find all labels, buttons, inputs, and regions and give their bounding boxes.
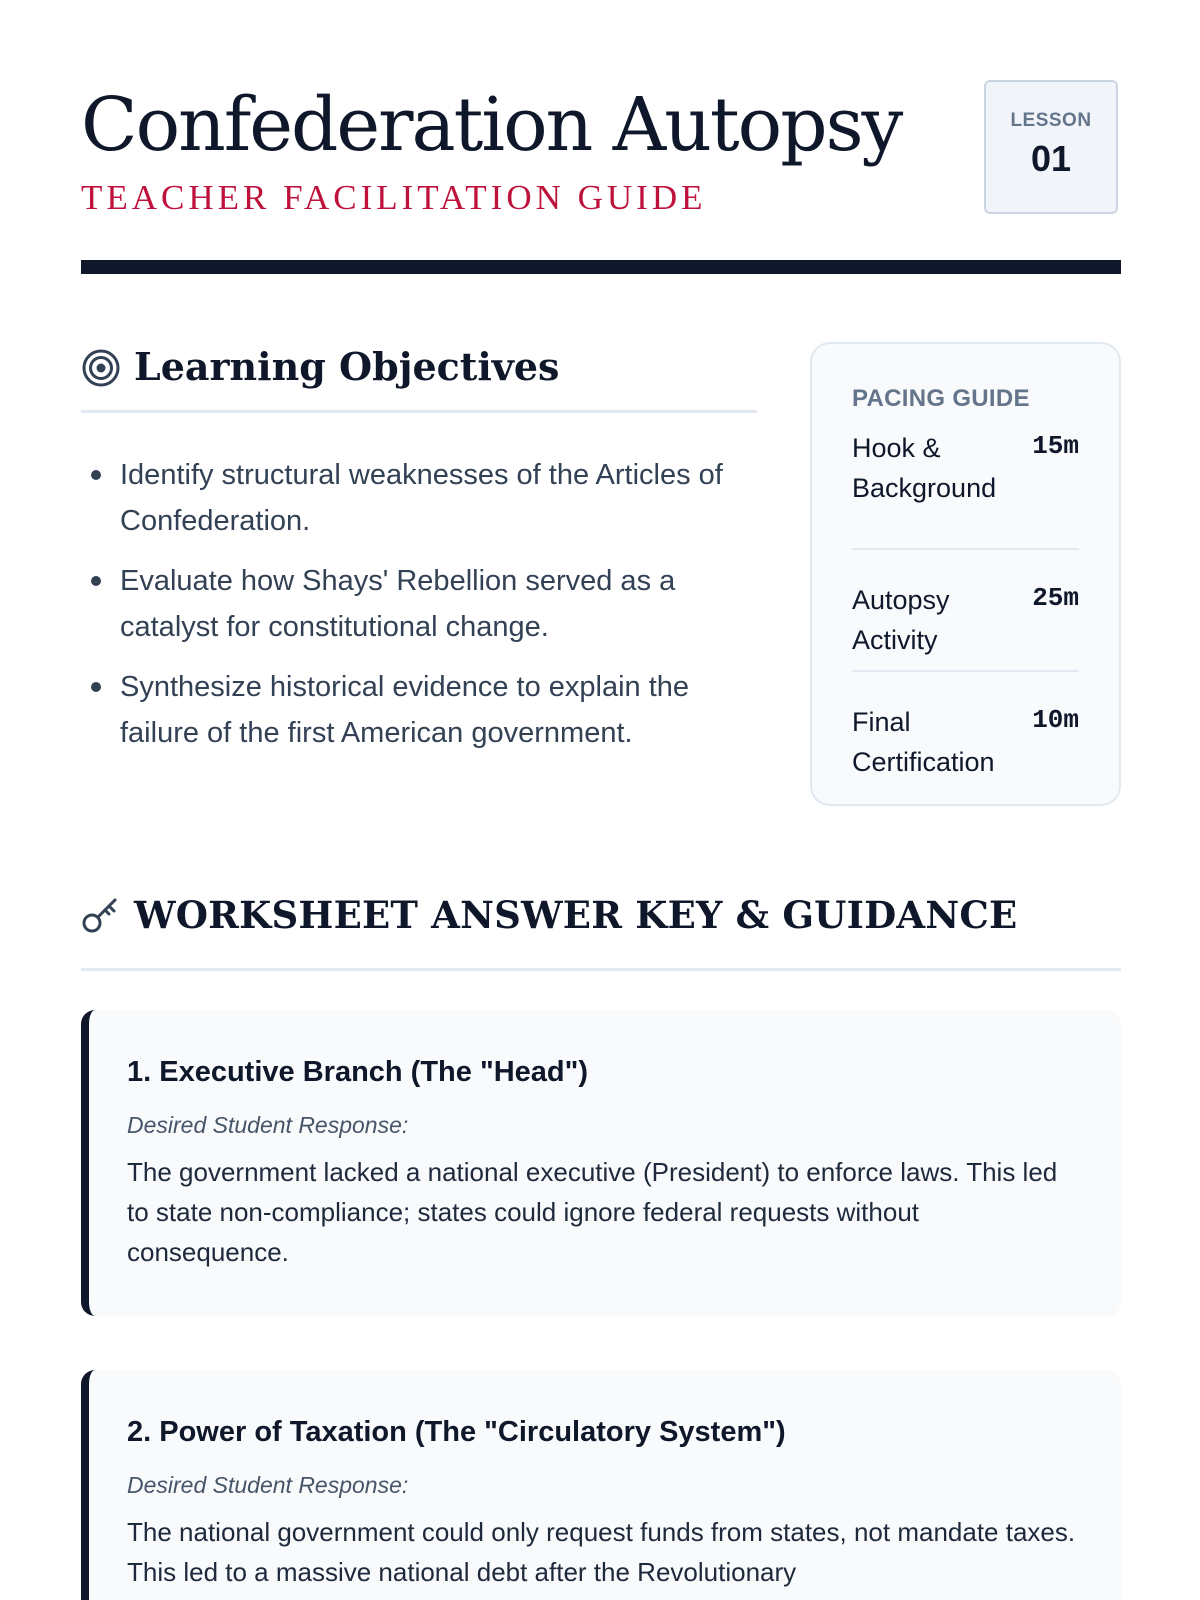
- answer-card: [81, 1010, 1121, 1316]
- answer-title: 2. Power of Taxation (The "Circulatory System"): [127, 1416, 786, 1448]
- document-subtitle: TEACHER FACILITATION GUIDE: [81, 178, 707, 217]
- target-icon: [81, 348, 121, 388]
- pacing-row-time: 15m: [1032, 431, 1079, 461]
- objectives-list: [81, 452, 761, 770]
- key-icon: [81, 896, 119, 934]
- answer-caption: Desired Student Response:: [127, 1472, 409, 1498]
- pacing-row: [852, 428, 1079, 550]
- lesson-badge: [984, 80, 1118, 214]
- objectives-title: Learning Objectives: [134, 344, 560, 389]
- pacing-row-time: 25m: [1032, 583, 1079, 613]
- pacing-row: [852, 550, 1079, 672]
- answer-card: [81, 1370, 1121, 1600]
- guide-page: [81, 0, 1121, 1600]
- lesson-number: 01: [1030, 138, 1072, 179]
- answer-key-title: WORKSHEET ANSWER KEY & GUIDANCE: [134, 893, 1018, 937]
- pacing-row-label: Autopsy Activity: [852, 585, 950, 655]
- answer-title: 1. Executive Branch (The "Head"): [127, 1056, 589, 1088]
- answer-text: The government lacked a national executive (President) to enforce laws. This led to state non-compliance; states could ignore federal requests without consequence.: [127, 1157, 1058, 1267]
- pacing-guide-card: [810, 342, 1121, 806]
- pacing-row-label: Final Certification: [852, 707, 995, 777]
- header-divider: [81, 260, 1121, 274]
- document-title: Confederation Autopsy: [81, 82, 902, 168]
- answer-caption: Desired Student Response:: [127, 1112, 409, 1138]
- pacing-row-label: Hook & Background: [852, 433, 997, 503]
- objectives-heading: [81, 342, 757, 413]
- answer-key-heading: [81, 888, 1121, 971]
- objective-item: Identify structural weaknesses of the Articles of Confederation.: [81, 452, 761, 544]
- pacing-guide-title: PACING GUIDE: [852, 385, 1030, 412]
- answer-text: The national government could only request funds from states, not mandate taxes. This led to a massive national debt after the Revolutionary: [127, 1517, 1076, 1587]
- objective-item: Evaluate how Shays' Rebellion served as a catalyst for constitutional change.: [81, 558, 761, 650]
- pacing-row: [852, 672, 1079, 794]
- objective-item: Synthesize historical evidence to explain the failure of the first American government.: [81, 664, 761, 756]
- pacing-row-time: 10m: [1032, 705, 1079, 735]
- lesson-label: LESSON: [1010, 110, 1092, 131]
